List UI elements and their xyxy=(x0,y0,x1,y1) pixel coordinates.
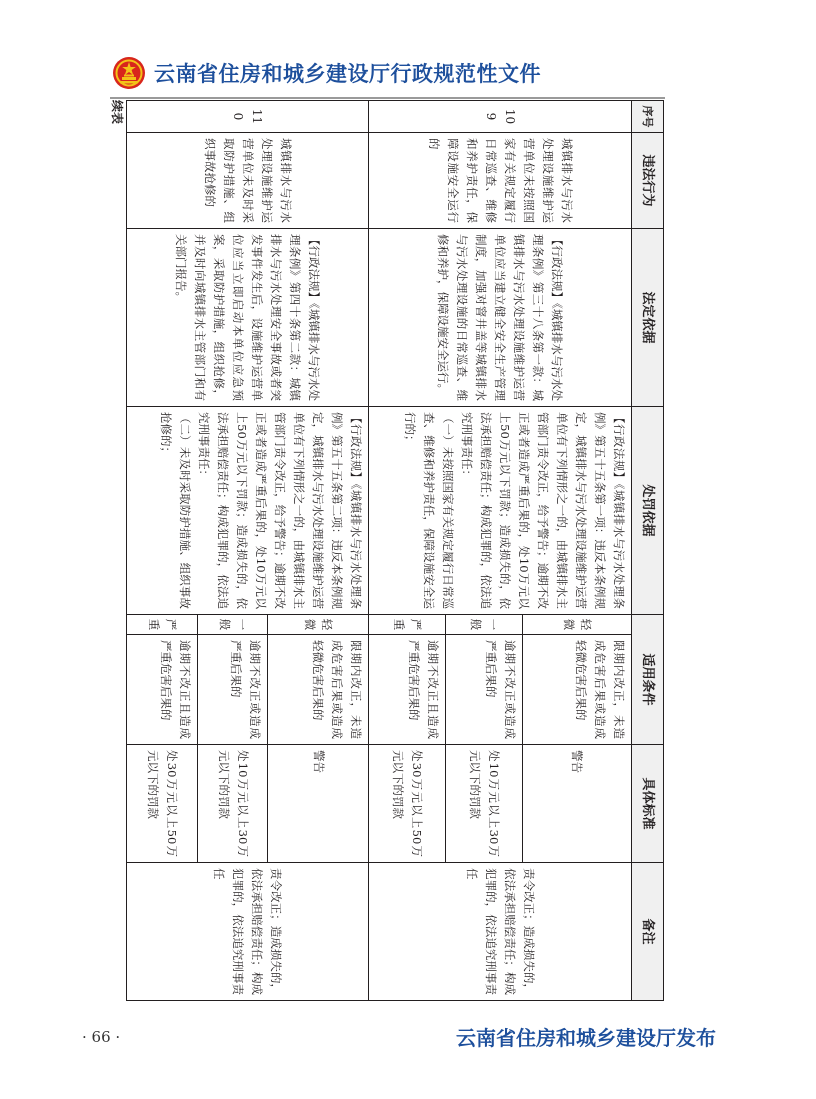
row-legal-basis: 【行政法规】《城镇排水与污水处理条例》第四十条第二款：城镇排水与污水处理安全事故或者突发事件发生后，设施维护运营单位应当立即启动本单位应急预案，采取防护措施，组织抢修，并及时向城镇排水主管部门和有关部门报告。 xyxy=(127,229,369,407)
standard-general: 处10万元以上30万元以下的罚款 xyxy=(197,745,268,863)
standard-light: 警告 xyxy=(522,745,631,863)
condition-light: 限期内改正，未造成危害后果或造成轻微危害后果的 xyxy=(268,635,369,745)
condition-general: 逾期不改正或造成严重后果的 xyxy=(197,635,268,745)
condition-light: 限期内改正，未造成危害后果或造成轻微危害后果的 xyxy=(522,635,631,745)
penalty-basis-main: 【行政法规】《城镇排水与污水处理条例》第五十五条第二项：违反本条例规定，城镇排水与污水处理设施维护运营单位有下列情形之一的，由城镇排水主管部门责令改正，给予警告；逾期不改正或者造成严重后果的，处10万元以上50万元以下罚款；造成损失的，依法承担赔偿责任；构成犯罪的，依法追究刑事责任： xyxy=(196,412,363,609)
level-general: 一般 xyxy=(445,615,522,635)
publisher-footer: 云南省住房和城乡建设厅发布 xyxy=(456,1026,716,1050)
standard-light: 警告 xyxy=(268,745,369,863)
header-standards: 具体标准 xyxy=(632,745,664,863)
page-header xyxy=(112,52,712,96)
standard-severe: 处30万元以上50万元以下的罚款 xyxy=(127,745,198,863)
row-seq: 109 xyxy=(368,101,631,133)
row-violation: 城镇排水与污水处理设施维护运营单位未及时采取防护措施、组织事故抢修的 xyxy=(127,133,369,229)
national-emblem-icon xyxy=(112,56,146,90)
row-legal-basis: 【行政法规】《城镇排水与污水处理条例》第三十八条第一款：城镇排水与污水处理设施维护运营单位应当建立健全安全生产管理制度，加强对窨井盖等城镇排水与污水处理设施的日常巡查、维修和养护，保障设施安全运行。 xyxy=(368,229,631,407)
header-rule xyxy=(110,97,665,99)
level-general: 一般 xyxy=(197,615,268,635)
condition-severe: 逾期不改正且造成严重危害后果的 xyxy=(368,635,445,745)
header-remarks: 备注 xyxy=(632,863,664,1001)
penalty-basis-item: （一）未按照国家有关规定履行日常巡查、维修和养护责任，保障设施安全运行的； xyxy=(403,412,455,609)
standard-severe: 处30万元以上50万元以下的罚款 xyxy=(368,745,445,863)
standard-general: 处10万元以上30万元以下的罚款 xyxy=(445,745,522,863)
header-conditions: 适用条件 xyxy=(632,615,664,745)
continuation-label: 续表 xyxy=(110,100,124,125)
condition-severe: 逾期不改正且造成严重危害后果的 xyxy=(127,635,198,745)
page-number: · 66 · xyxy=(82,1028,121,1046)
level-light: 轻微 xyxy=(522,615,631,635)
row-penalty-basis xyxy=(368,407,631,615)
header-seq: 序号 xyxy=(632,101,664,133)
condition-general: 逾期不改正或造成严重后果的 xyxy=(445,635,522,745)
penalty-table xyxy=(126,100,664,1001)
penalty-table-rotated xyxy=(110,100,664,1000)
level-severe: 严重 xyxy=(368,615,445,635)
row-remarks: 责令改正；造成损失的，依法承担赔偿责任；构成犯罪的，依法追究刑事责任 xyxy=(127,863,369,1001)
header-violation: 违法行为 xyxy=(632,133,664,229)
table-header-row xyxy=(632,101,664,1001)
row-violation: 城镇排水与污水处理设施维护运营单位未按照国家有关规定履行日常巡查、维修和养护责任，保障设施安全运行的 xyxy=(368,133,631,229)
header-legal-basis: 法定依据 xyxy=(632,229,664,407)
table-row-109 xyxy=(522,101,631,1001)
penalty-basis-main: 【行政法规】《城镇排水与污水处理条例》第五十五条第一项：违反本条例规定，城镇排水与污水处理设施维护运营单位有下列情形之一的，由城镇排水主管部门责令改正，给予警告；逾期不改正或者造成严重后果的，处10万元以上50万元以下罚款；造成损失的，依法承担赔偿责任；构成犯罪的，依法追究刑事责任： xyxy=(460,412,626,609)
header-penalty-basis: 处罚依据 xyxy=(632,407,664,615)
row-penalty-basis xyxy=(127,407,369,615)
level-severe: 严重 xyxy=(127,615,198,635)
row-seq: 110 xyxy=(127,101,369,133)
table-row-110 xyxy=(268,101,369,1001)
document-title: 云南省住房和城乡建设厅行政规范性文件 xyxy=(154,62,541,86)
penalty-basis-item: （二）未及时采取防护措施、组织事故抢修的； xyxy=(158,412,192,609)
level-light: 轻微 xyxy=(268,615,369,635)
row-remarks: 责令改正；造成损失的，依法承担赔偿责任；构成犯罪的，依法追究刑事责任 xyxy=(368,863,631,1001)
